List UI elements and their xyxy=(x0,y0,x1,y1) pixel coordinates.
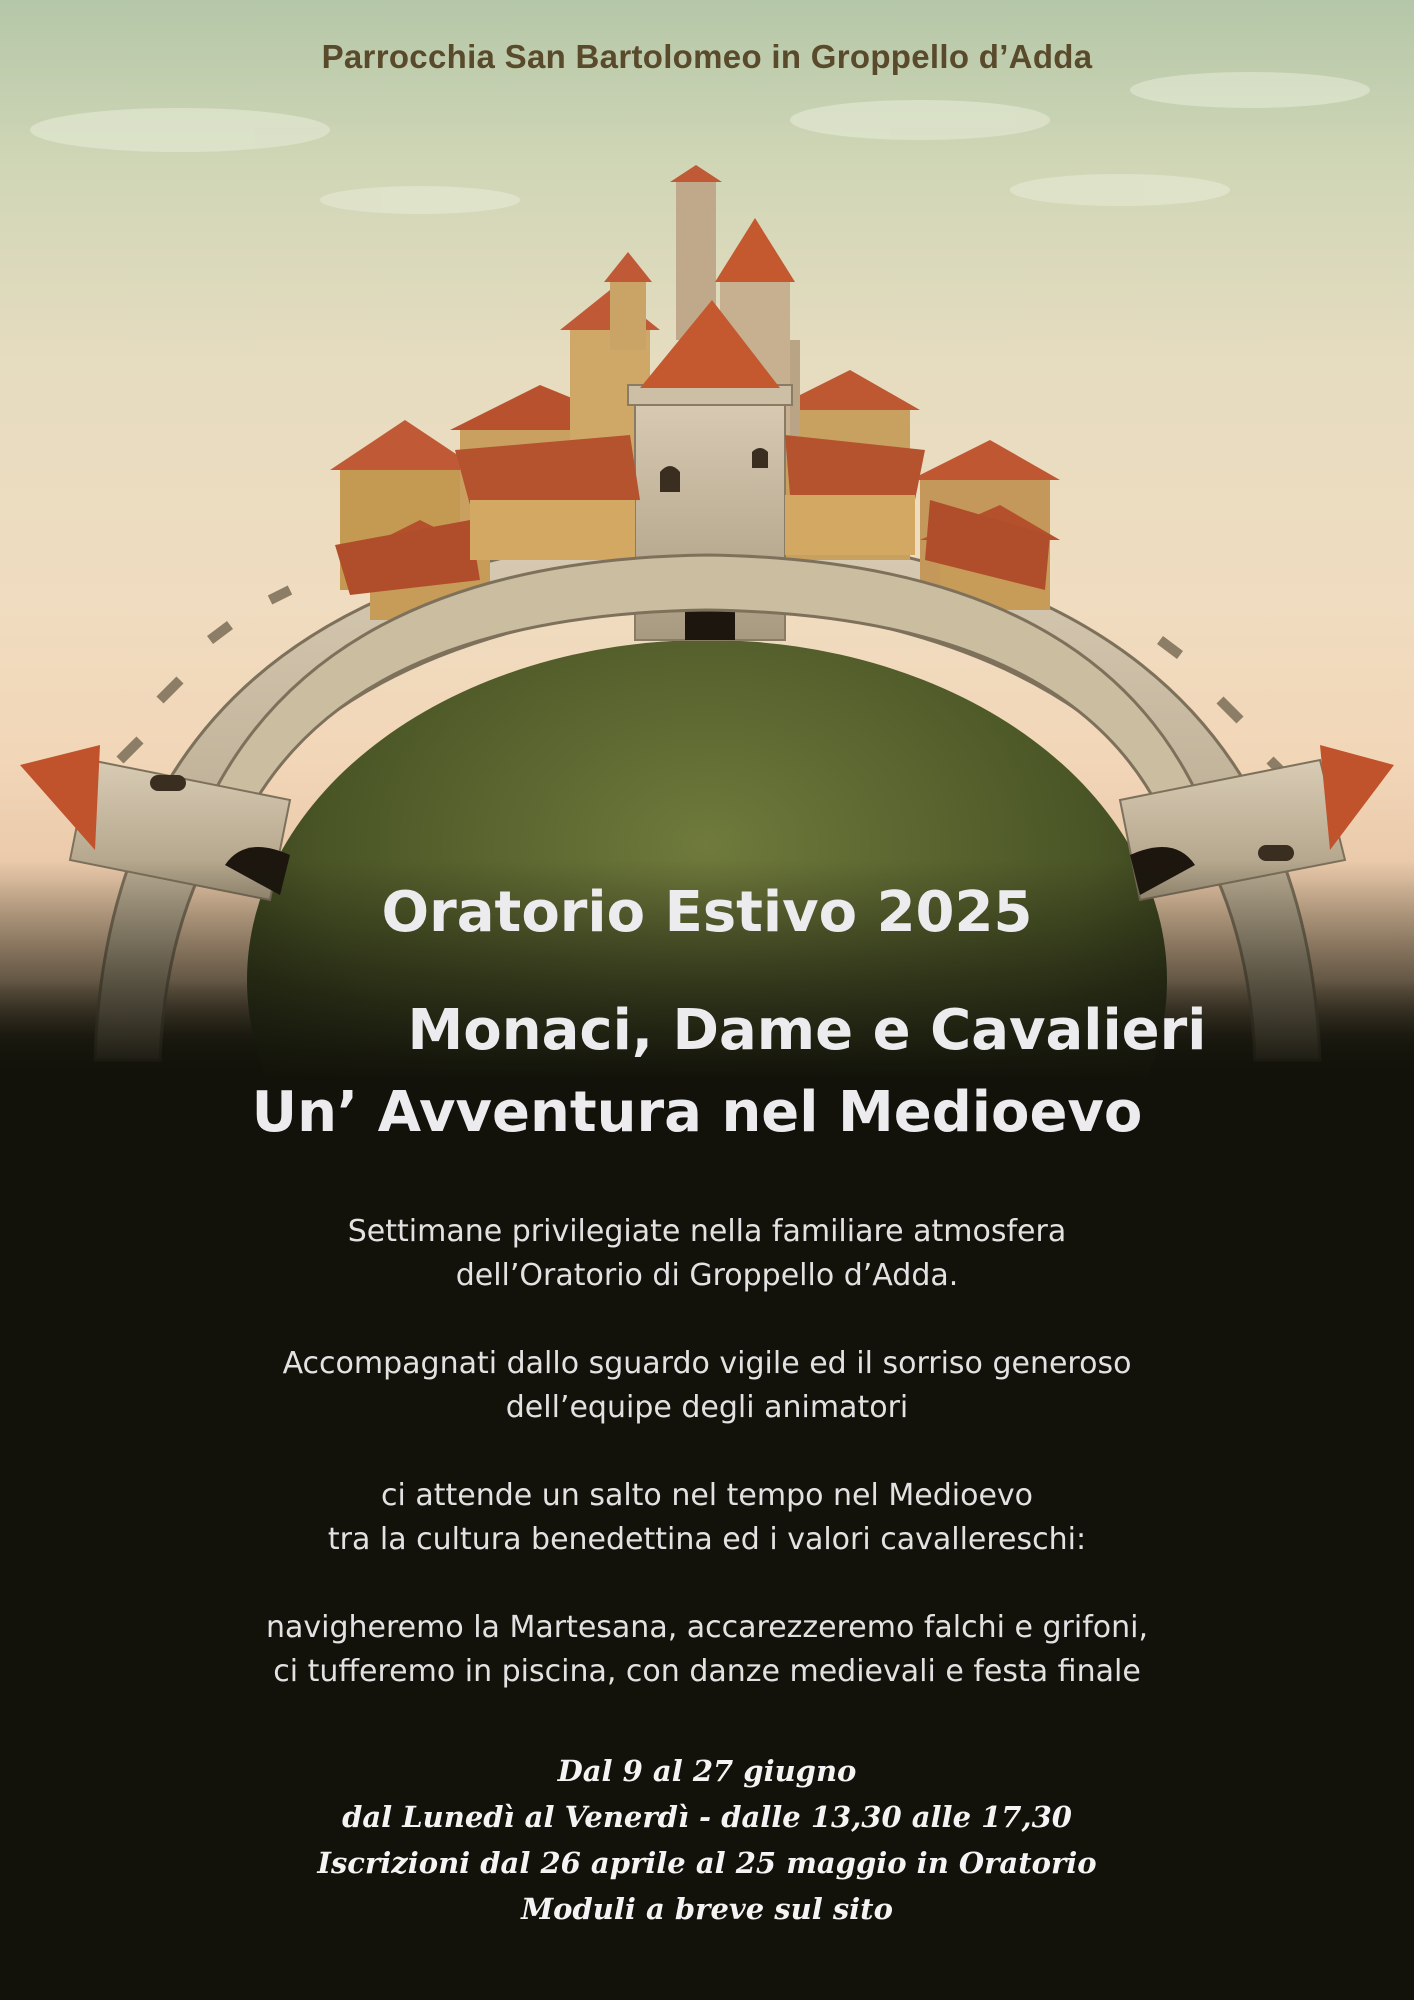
event-hours: dal Lunedì al Venerdì - dalle 13,30 alle 17,30 xyxy=(342,1800,1072,1834)
event-dates: Dal 9 al 27 giugno xyxy=(557,1754,857,1788)
theme-title-line2: Un’ Avventura nel Medioevo xyxy=(251,1080,1143,1145)
parish-name: Parrocchia San Bartolomeo in Groppello d’Adda xyxy=(321,38,1093,75)
event-title: Oratorio Estivo 2025 xyxy=(381,880,1033,945)
registration-period: Iscrizioni dal 26 aprile al 25 maggio in Oratorio xyxy=(317,1846,1097,1880)
event-info xyxy=(0,1748,1414,1932)
description xyxy=(0,1210,1414,1738)
description-paragraph: navigheremo la Martesana, accarezzeremo falchi e grifoni, ci tufferemo in piscina, con danze medievali e festa finale xyxy=(265,1610,1149,1689)
theme-title-line1: Monaci, Dame e Cavalieri xyxy=(407,998,1207,1063)
description-paragraph: Settimane privilegiate nella familiare atmosfera dell’Oratorio di Groppello d’Adda. xyxy=(347,1214,1067,1293)
forms-notice: Moduli a breve sul sito xyxy=(521,1892,893,1926)
description-paragraph: ci attende un salto nel tempo nel Medioevo tra la cultura benedettina ed i valori cavallereschi: xyxy=(327,1478,1087,1557)
description-paragraph: Accompagnati dallo sguardo vigile ed il sorriso generoso dell’equipe degli animatori xyxy=(282,1346,1132,1425)
